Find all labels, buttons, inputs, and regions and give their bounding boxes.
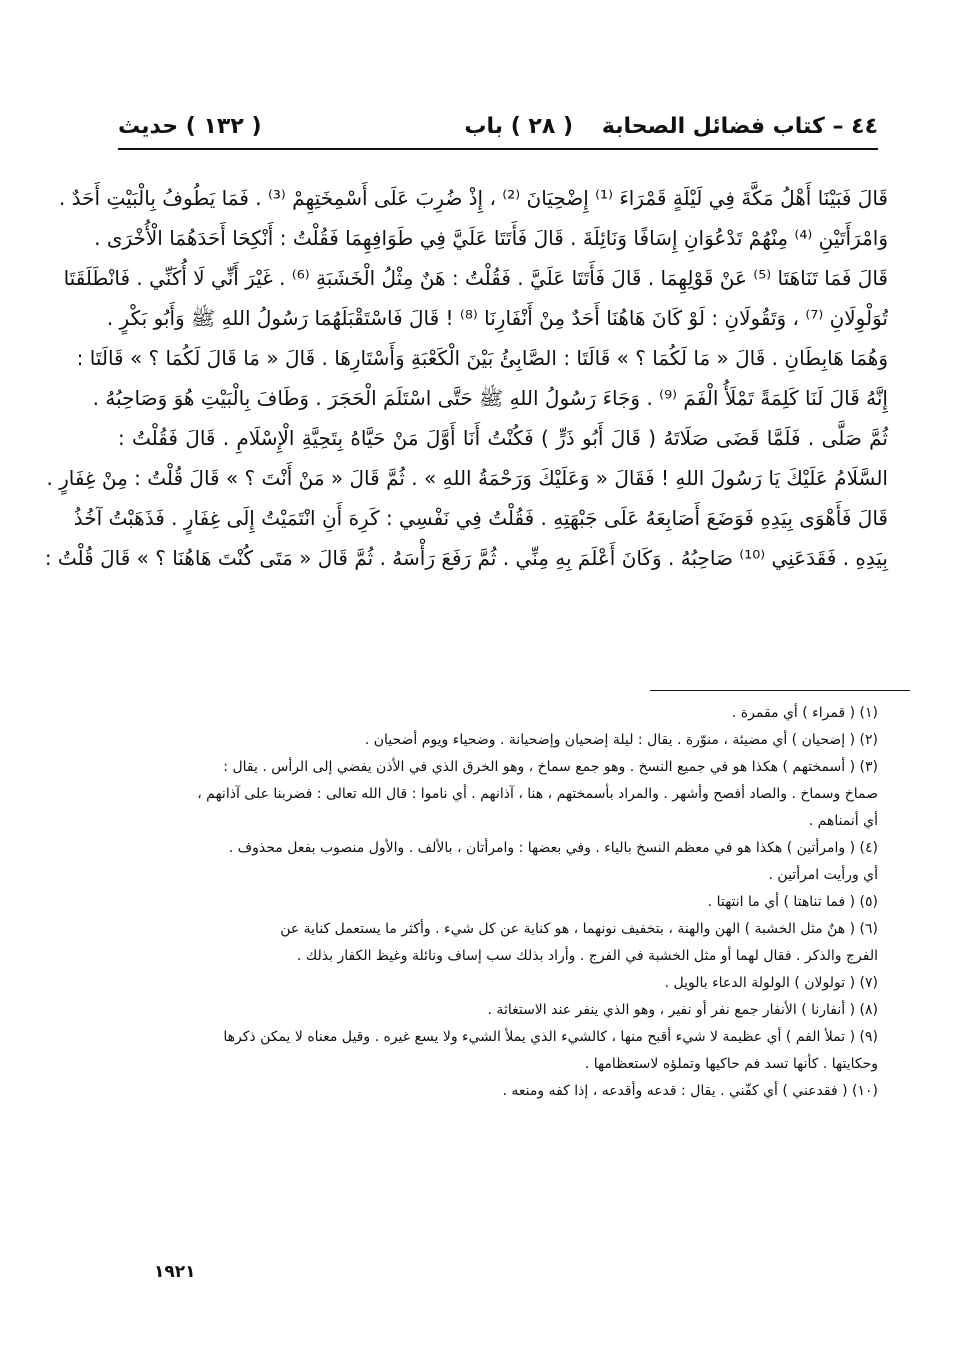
footnote-8	[118, 997, 878, 1024]
footnote-line: (٤) ( وامرأتين ) هكذا هو في معظم النسخ بالياء . وفي بعضها : وامرأتان ، بالألف . والأول منصوب بفعل محذوف .	[228, 840, 878, 856]
hadith-line: وَهُمَا هَابِطَانِ . قَالَ « مَا لَكُمَا ؟ » قَالَتَا : الصَّابِئُ بَيْنَ الْكَعْبَةِ وَأَسْتَارِهَا . قَالَ « مَا قَالَ لَكُمَا ؟ » قَالَتَا :	[76, 346, 888, 370]
running-header	[118, 108, 878, 144]
footnote-line: (١) ( قمراء ) أي مقمرة .	[731, 705, 878, 721]
footnote-line: الفرج والذكر . فقال لهما أو مثل الخشبة في الفرج . وأراد بذلك سب إساف ونائلة وغيظ الكفار بذلك .	[296, 948, 878, 964]
hadith-line: إِنَّهُ قَالَ لَنَا كَلِمَةً تَمْلَأُ الْفَمَ ⁽⁹⁾ . وَجَاءَ رَسُولُ اللهِ ﷺ حَتَّى اسْتَلَمَ الْحَجَرَ . وَطَافَ بِالْبَيْتِ هُوَ وَصَاحِبُهُ .	[92, 386, 888, 410]
header-hadith-number: ( ١٣٢ ) حديث	[118, 114, 262, 139]
footnote-line: (٩) ( تملأ الفم ) أي عظيمة لا شيء أقبح منها ، كالشيء الذي يملأ الشيء ولا يسع غيره . وقيل معناه لا يمكن ذكرها	[223, 1029, 878, 1045]
hadith-line: بِيَدِهِ . فَقَدَعَنِي ⁽¹⁰⁾ صَاحِبُهُ . وَكَانَ أَعْلَمَ بِهِ مِنِّي . ثُمَّ رَفَعَ رَأْسَهُ . ثُمَّ قَالَ « مَتَى كُنْتَ هَاهُنَا ؟ » قَالَ قُلْتُ :	[44, 546, 888, 570]
hadith-text	[44, 178, 888, 578]
footnote-10	[118, 1078, 878, 1105]
footnote-4	[118, 835, 878, 889]
footnote-line: (٢) ( إضحيان ) أي مضيئة ، منوّرة . يقال : ليلة إضحيان وإضحيانة . وضحياء ويوم أضحيان .	[364, 732, 878, 748]
header-chapter-number: ( ٢٨ ) باب	[464, 114, 573, 139]
hadith-line: قَالَ فَأَهْوَى بِيَدِهِ فَوَضَعَ أَصَابِعَهُ عَلَى جَبْهَتِهِ . فَقُلْتُ فِي نَفْسِي : كَرِهَ أَنِ انْتَمَيْتُ إِلَى غِفَارٍ . فَذَهَبْتُ آخُذُ	[73, 506, 888, 530]
hadith-line: السَّلَامُ عَلَيْكَ يَا رَسُولَ اللهِ ! فَقَالَ « وَعَلَيْكَ وَرَحْمَةُ اللهِ » . ثُمَّ قَالَ « مَنْ أَنْتَ ؟ » قَالَ قُلْتُ : مِنْ غِفَارٍ .	[46, 466, 888, 490]
hadith-line: قَالَ فَمَا تَنَاهَتَا ⁽⁵⁾ عَنْ قَوْلِهِمَا . قَالَ فَأَتَتَا عَلَيَّ . فَقُلْتُ : هَنٌ مِثْلُ الْخَشَبَةِ ⁽⁶⁾ . غَيْرَ أَنِّي لَا أُكَنِّي . فَانْطَلَقَتَا	[63, 266, 888, 290]
footnote-line: صماخ وسماخ . والصاد أفصح وأشهر . والمراد بأسمختهم ، هنا ، آذانهم . أي ناموا : قال الله تعالى : فضربنا على آذانهم ،	[197, 786, 878, 802]
hadith-line: قَالَ فَبَيْنَا أَهْلُ مَكَّةَ فِي لَيْلَةٍ قَمْرَاءَ ⁽¹⁾ إِضْحِيَانَ ⁽²⁾ ، إِذْ ضُرِبَ عَلَى أَسْمِخَتِهِمْ ⁽³⁾ . فَمَا يَطُوفُ بِالْبَيْتِ أَحَدٌ .	[58, 186, 888, 210]
hadith-line: تُوَلْوِلَانِ ⁽⁷⁾ ، وَتَقُولَانِ : لَوْ كَانَ هَاهُنَا أَحَدٌ مِنْ أَنْفَارِنَا ⁽⁸⁾ ! قَالَ فَاسْتَقْبَلَهُمَا رَسُولُ اللهِ ﷺ وَأَبُو بَكْرٍ .	[106, 306, 888, 330]
footnote-line: أي أنمناهم .	[808, 813, 878, 829]
footnote-2	[118, 727, 878, 754]
footnote-6	[118, 916, 878, 970]
footnote-line: (٣) ( أسمختهم ) هكذا هو في جميع النسخ . وهو جمع سماخ ، وهو الخرق الذي في الأذن يفضي إلى الرأس . يقال :	[223, 759, 878, 775]
footnote-rule	[650, 690, 910, 691]
footnotes	[118, 700, 878, 1105]
header-book-title: ٤٤ – كتاب فضائل الصحابة	[601, 114, 878, 139]
footnote-line: وحكايتها . كأنها تسد فم حاكيها وتملؤه لاستعظامها .	[584, 1056, 878, 1072]
footnote-1	[118, 700, 878, 727]
footnote-5	[118, 889, 878, 916]
footnote-3	[118, 754, 878, 835]
page-number: ١٩٢١	[154, 1262, 196, 1282]
footnote-9	[118, 1024, 878, 1078]
footnote-line: (١٠) ( فقدعني ) أي كفّني . يقال : قدعه وأقدعه ، إذا كفه ومنعه .	[502, 1083, 878, 1099]
header-rule	[118, 148, 878, 150]
hadith-line: ثُمَّ صَلَّى . فَلَمَّا قَضَى صَلَاتَهُ ( قَالَ أَبُو ذَرٍّ ) فَكُنْتُ أَنَا أَوَّلَ مَنْ حَيَّاهُ بِتَحِيَّةِ الْإِسْلَامِ . قَالَ فَقُلْتُ :	[118, 426, 888, 450]
footnote-line: (٦) ( هنٌ مثل الخشبة ) الهن والهنة ، بتخفيف نونهما ، هو كناية عن كل شيء . وأكثر ما يستعمل كناية عن	[280, 921, 878, 937]
hadith-line: وَامْرَأَتَيْنِ ⁽⁴⁾ مِنْهُمْ تَدْعُوَانِ إِسَافًا وَنَائِلَةَ . قَالَ فَأَتَتَا عَلَيَّ فِي طَوَافِهِمَا فَقُلْتُ : أَنْكِحَا أَحَدَهُمَا الْأُخْرَى .	[94, 226, 888, 250]
footnote-line: أي ورأيت امرأتين .	[768, 867, 878, 883]
footnote-7	[118, 970, 878, 997]
footnote-line: (٥) ( فما تناهتا ) أي ما انتهتا .	[707, 894, 878, 910]
footnote-line: (٨) ( أنفارنا ) الأنفار جمع نفر أو نفير ، وهو الذي ينفر عند الاستغاثة .	[487, 1002, 878, 1018]
footnote-line: (٧) ( تولولان ) الولولة الدعاء بالويل .	[664, 975, 878, 991]
